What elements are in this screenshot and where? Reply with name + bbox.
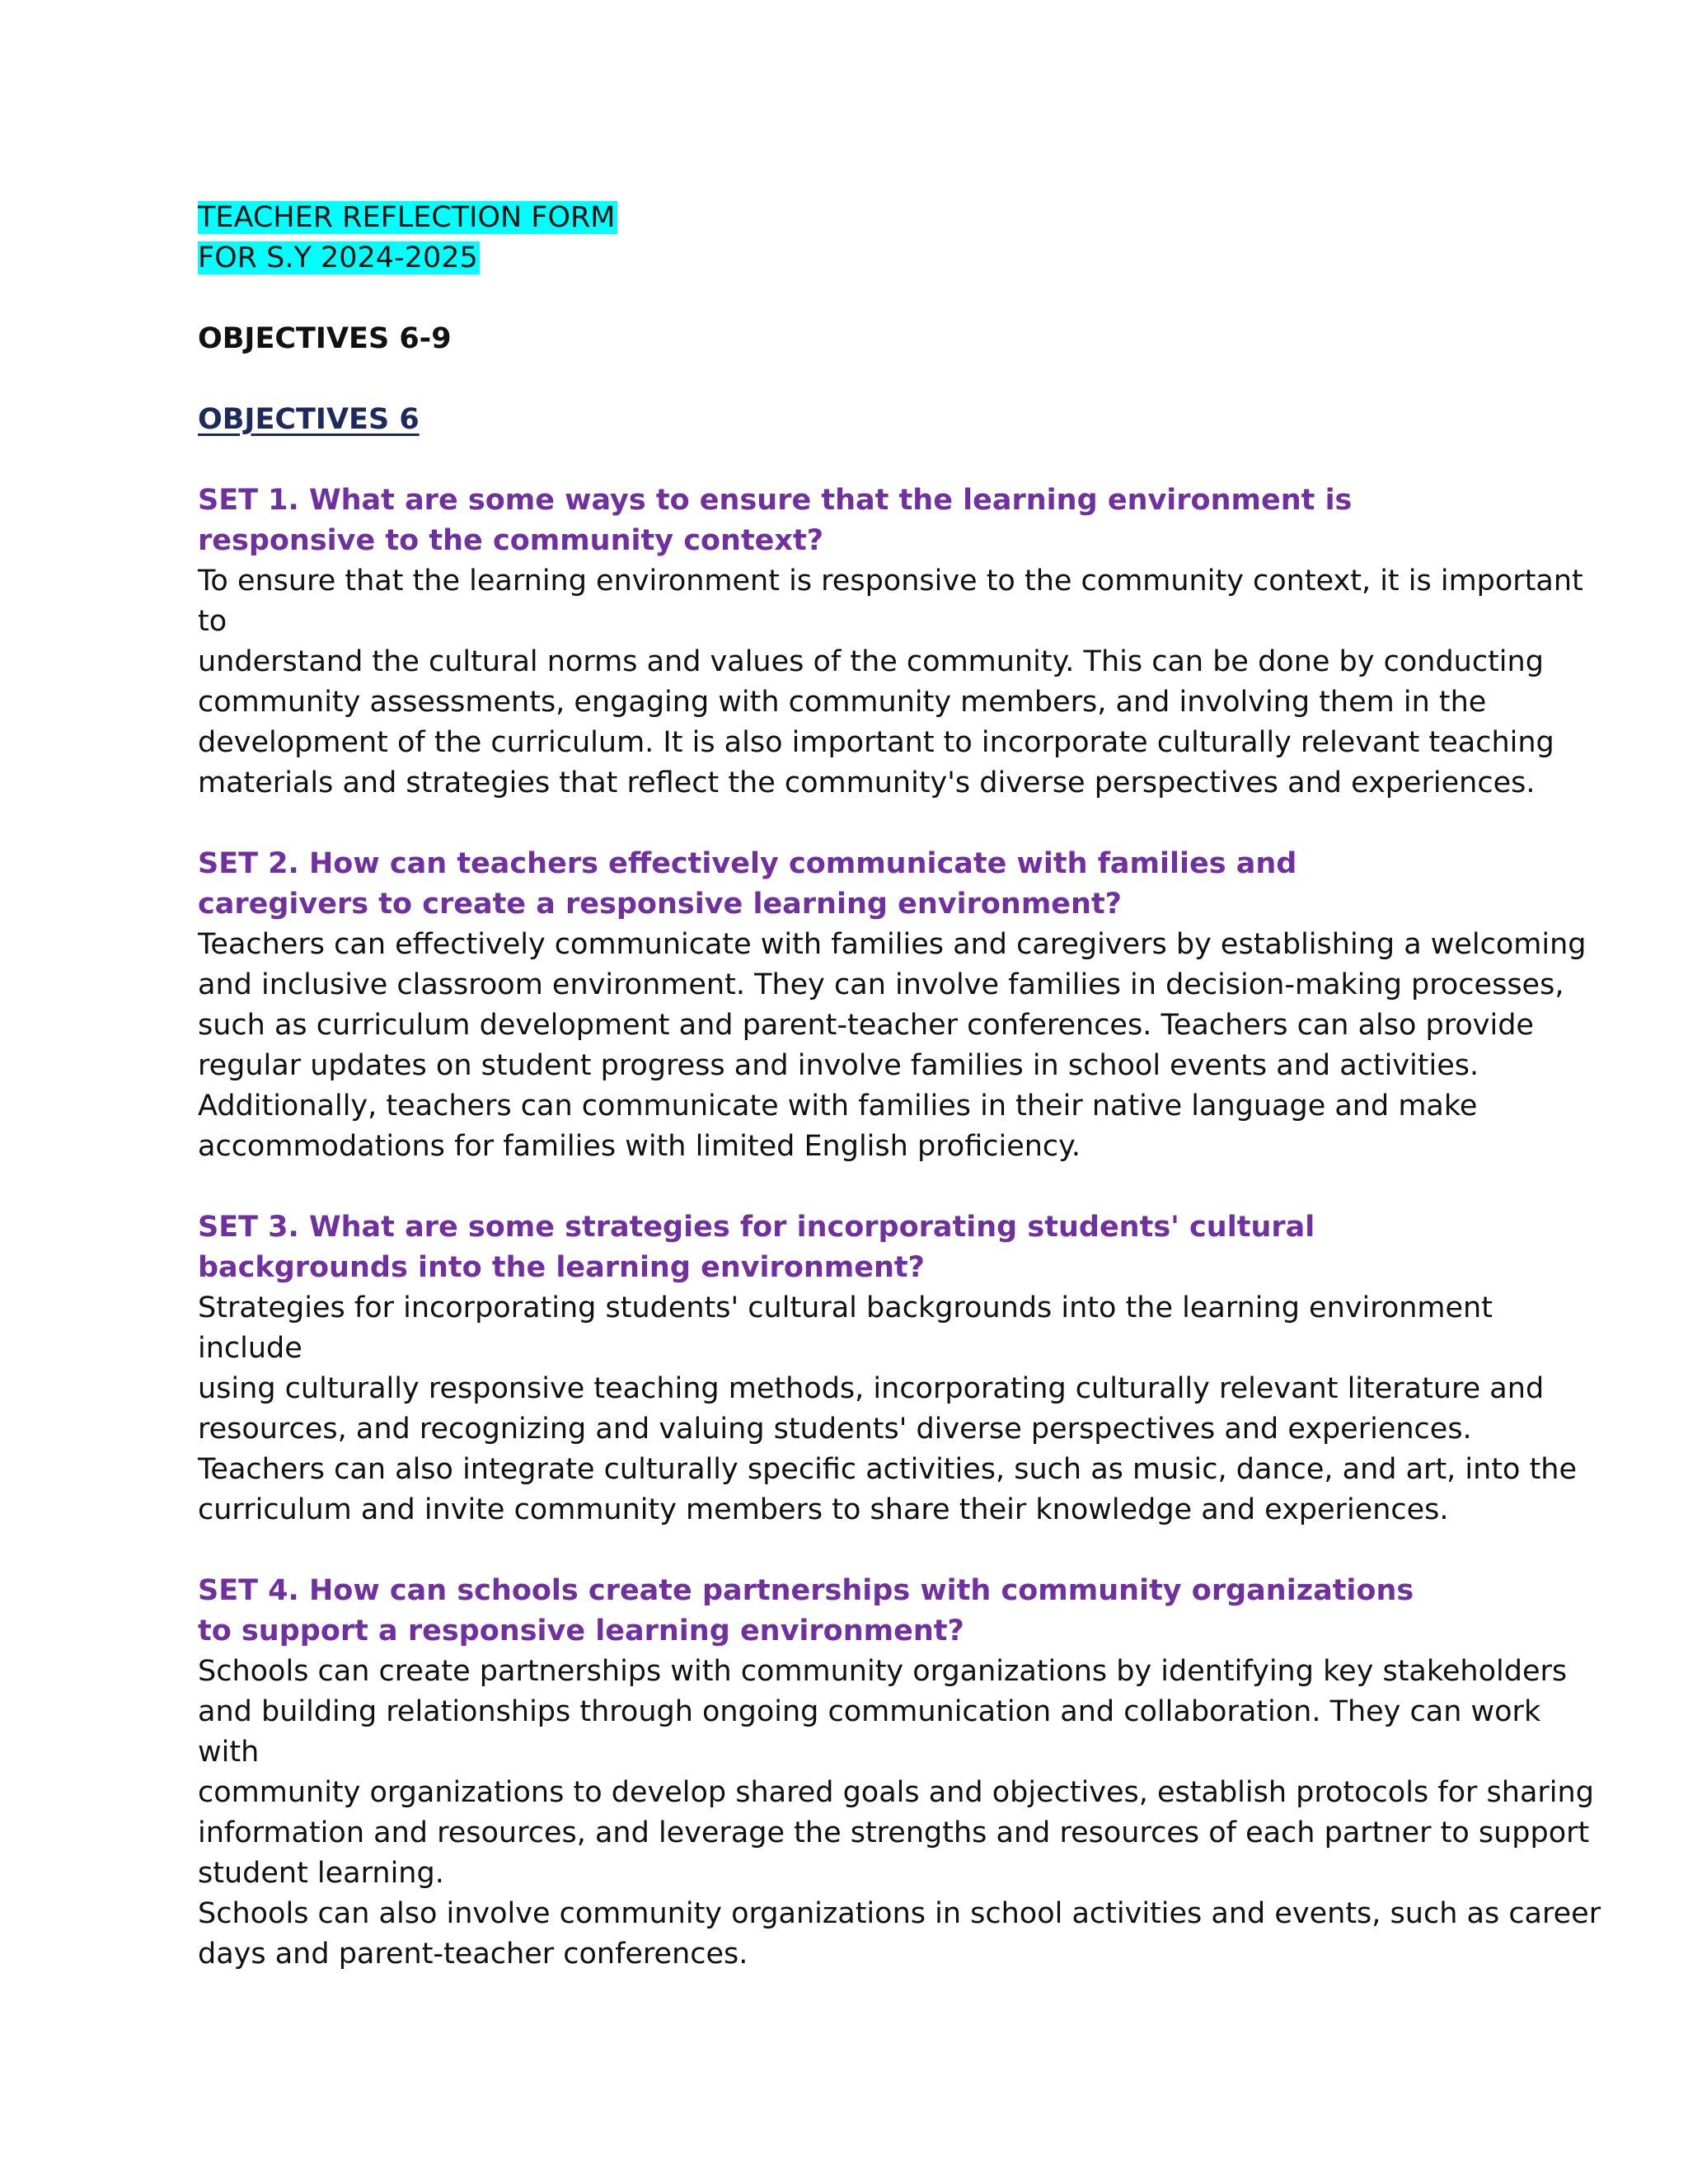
set-3-answer	[198, 1288, 1578, 1530]
answer-line: development of the curriculum. It is also important to incorporate culturally relevant teaching	[198, 726, 1554, 759]
set-4-answer	[198, 1652, 1601, 1975]
answer-line: materials and strategies that reflect the community's diverse perspectives and experiences.	[198, 766, 1536, 799]
spacer	[198, 440, 1517, 480]
answer-line: Additionally, teachers can communicate with families in their native language and make	[198, 1090, 1478, 1122]
set-3	[198, 1207, 1578, 1530]
answer-line: curriculum and invite community members to share their knowledge and experiences.	[198, 1493, 1449, 1526]
answer-line: Schools can also involve community organizations in school activities and events, such as career	[198, 1897, 1601, 1930]
objective-heading-line	[198, 400, 1517, 440]
answer-line: To ensure that the learning environment is responsive to the community context, it is important	[198, 565, 1583, 598]
answer-line: Teachers can also integrate culturally specific activities, such as music, dance, and art, into the	[198, 1453, 1578, 1486]
answer-line: and inclusive classroom environment. They can involve families in decision-making processes,	[198, 968, 1564, 1001]
objectives-range-heading: OBJECTIVES 6-9	[198, 322, 452, 355]
answer-line: to	[198, 605, 227, 638]
set-1-question-line: responsive to the community context?	[198, 524, 824, 557]
answer-line: resources, and recognizing and valuing students' diverse perspectives and experiences.	[198, 1413, 1472, 1446]
set-2-question-line: SET 2. How can teachers effectively communicate with families and	[198, 847, 1297, 880]
set-3-question-line: backgrounds into the learning environment?	[198, 1251, 925, 1284]
answer-line: Teachers can effectively communicate with families and caregivers by establishing a welcoming	[198, 928, 1587, 961]
answer-line: community organizations to develop shared goals and objectives, establish protocols for sharing	[198, 1776, 1594, 1809]
set-4-question-line: to support a responsive learning environment?	[198, 1615, 964, 1647]
answer-line: days and parent-teacher conferences.	[198, 1938, 748, 1971]
set-4	[198, 1571, 1601, 1975]
document-page	[198, 198, 1601, 1975]
spacer	[198, 1167, 1517, 1207]
set-1-question-line: SET 1. What are some ways to ensure that the learning environment is	[198, 484, 1353, 517]
set-2-answer	[198, 925, 1587, 1167]
answer-line: accommodations for families with limited English proficiency.	[198, 1130, 1081, 1163]
title-line-1	[198, 198, 1517, 238]
answer-line: with	[198, 1736, 260, 1769]
title-line-2	[198, 238, 1517, 279]
set-2	[198, 844, 1587, 1167]
answer-line: and building relationships through ongoing communication and collaboration. They can work	[198, 1695, 1541, 1728]
spacer	[198, 804, 1517, 844]
school-year-highlight: FOR S.Y 2024-2025	[198, 241, 478, 274]
set-2-question-line: caregivers to create a responsive learning environment?	[198, 888, 1122, 921]
answer-line: such as curriculum development and parent-teacher conferences. Teachers can also provide	[198, 1009, 1534, 1042]
answer-line: include	[198, 1332, 302, 1365]
set-1-answer	[198, 561, 1583, 804]
set-4-question-line: SET 4. How can schools create partnerships with community organizations	[198, 1574, 1414, 1607]
answer-line: using culturally responsive teaching methods, incorporating culturally relevant literature and	[198, 1372, 1545, 1405]
answer-line: Schools can create partnerships with community organizations by identifying key stakeholders	[198, 1655, 1568, 1688]
title-highlight: TEACHER REFLECTION FORM	[198, 201, 616, 234]
spacer	[198, 1530, 1517, 1571]
set-1	[198, 480, 1583, 804]
objective-6-heading: OBJECTIVES 6	[198, 403, 420, 436]
set-3-question-line: SET 3. What are some strategies for incorporating students' cultural	[198, 1211, 1315, 1244]
spacer	[198, 359, 1517, 400]
answer-line: community assessments, engaging with community members, and involving them in the	[198, 686, 1487, 719]
answer-line: student learning.	[198, 1857, 444, 1890]
answer-line: understand the cultural norms and values of the community. This can be done by conducting	[198, 645, 1544, 678]
answer-line: Strategies for incorporating students' cultural backgrounds into the learning environment	[198, 1291, 1493, 1324]
answer-line: information and resources, and leverage the strengths and resources of each partner to support	[198, 1816, 1590, 1849]
spacer	[198, 279, 1517, 319]
answer-line: regular updates on student progress and involve families in school events and activities.	[198, 1049, 1479, 1082]
